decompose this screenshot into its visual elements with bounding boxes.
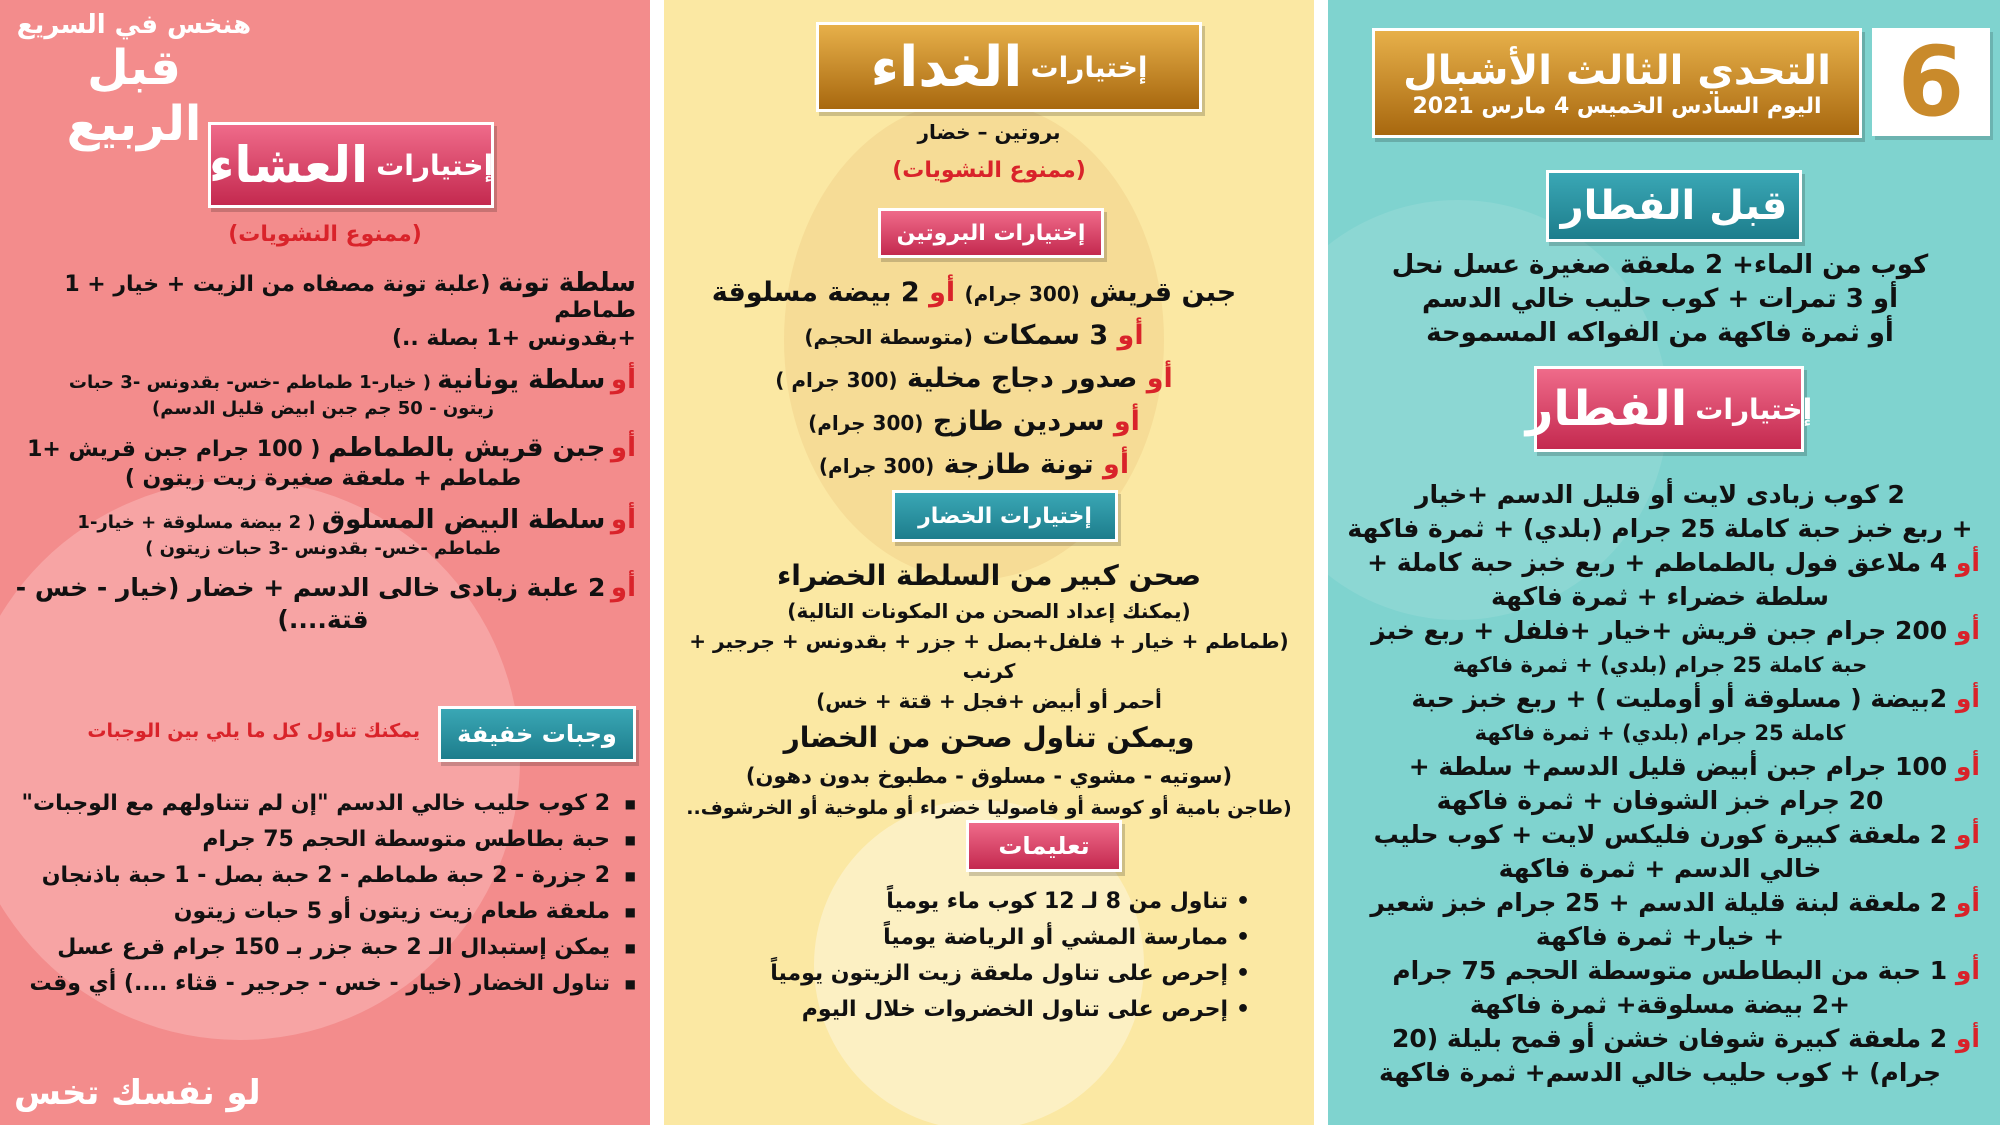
lunch-header [816, 22, 1202, 112]
breakfast-options [1340, 478, 1980, 1090]
breakfast-column [1328, 0, 2000, 1125]
dinner-option [10, 365, 636, 423]
instructions-list [734, 884, 1254, 1028]
protein-item [694, 444, 1254, 487]
instructions-header-title: تعليمات [998, 832, 1090, 860]
breakfast-option [1340, 478, 1980, 546]
breakfast-option [1340, 546, 1980, 614]
dinner-option-detail: (علبة تونة مصفاه من الزيت + خيار + 1 طماطم [64, 272, 636, 323]
breakfast-header-small: إختيارات [1695, 392, 1813, 426]
protein-item [694, 272, 1254, 315]
snack-item: ■ ملعقة طعام زيت زيتون أو 5 حبات زيتون [16, 894, 636, 930]
dinner-options [10, 268, 636, 637]
dinner-option [10, 573, 636, 637]
challenge-title-banner [1372, 28, 1862, 138]
breakfast-header [1525, 366, 1813, 452]
vegetables-header [892, 490, 1118, 542]
or-prefix: أو [1103, 449, 1130, 480]
or-prefix: أو [1117, 320, 1144, 351]
dinner-header-big: العشاء [208, 136, 369, 194]
or-prefix: أو [610, 573, 636, 603]
dinner-option-title: سلطة يونانية [437, 365, 606, 395]
breakfast-option-line: 1 حبة من البطاطس متوسطة الحجم 75 جرام [1392, 956, 1948, 985]
protein-name: سردين طازج [932, 406, 1105, 437]
dinner-option-detail: قتة....) [277, 605, 369, 634]
snacks-note: يمكنك تناول كل ما يلي بين الوجبات [87, 720, 420, 742]
dinner-option-title: جبن قريش بالطماطم [328, 433, 606, 463]
or-prefix: أو [1955, 1024, 1980, 1053]
dinner-option-title: سلطة تونة [498, 268, 636, 298]
protein-header-title: إختيارات البروتين [896, 220, 1086, 246]
dinner-option [10, 268, 636, 355]
breakfast-option-line: 2 كوب زبادى لايت أو قليل الدسم +خيار [1415, 480, 1905, 509]
instruction-item: • إحرص على تناول الخضروات خلال اليوم [734, 992, 1254, 1028]
protein-amount: (300 جرام ) [775, 368, 898, 392]
dinner-option-detail: +بقدونس +1 بصلة ..) [391, 326, 636, 351]
breakfast-option [1340, 614, 1980, 682]
challenge-title: التحدي الثالث الأشبال [1403, 47, 1831, 94]
breakfast-option-line: 200 جرام جبن قريش +خيار +فلفل + ربع خبز [1371, 616, 1948, 645]
brand-line: قبل الربيع [66, 40, 202, 152]
instructions-header [966, 820, 1122, 872]
protein-name: 3 سمكات [982, 320, 1109, 351]
breakfast-option-line: + ربع خبز حبة كاملة 25 جرام (بلدي) + ثمرة فاكهة [1347, 514, 1973, 543]
dinner-option [10, 433, 636, 495]
breakfast-option-line: 2 ملعقة كبيرة شوفان خشن أو قمح بليلة (20 [1391, 1024, 1948, 1053]
protein-list [694, 272, 1254, 487]
breakfast-option-line: حبة كاملة 25 جرام (بلدي) + ثمرة فاكهة [1452, 653, 1868, 677]
breakfast-option [1340, 818, 1980, 886]
or-prefix: أو [1955, 820, 1980, 849]
breakfast-option [1340, 954, 1980, 1022]
protein-amount: (متوسطة الحجم) [804, 325, 973, 349]
snack-item: ■ 2 جزرة - 2 حبة طماطم - 2 حبة بصل - 1 حبة باذنجان [16, 858, 636, 894]
dinner-option-detail: ( خيار-1 طماطم -خس- بقدونس -3 حبات [68, 372, 438, 393]
lunch-header-big: الغداء [870, 34, 1023, 100]
breakfast-option-line: كاملة 25 جرام (بلدي) + ثمرة فاكهة [1474, 721, 1846, 745]
lunch-column [664, 0, 1314, 1125]
vegetables-items: أحمر أو أبيض +فجل + قتة + خس) [816, 689, 1162, 713]
protein-name: جبن قريش [1089, 277, 1237, 308]
snack-item: ■ تناول الخضار (خيار - خس - جرجير - قثاء ....) أي وقت [16, 966, 636, 1002]
lunch-subtitle: بروتين – خضار [917, 120, 1061, 144]
instruction-item: • ممارسة المشي أو الرياضة يومياً [734, 920, 1254, 956]
or-prefix: أو [1955, 956, 1980, 985]
dinner-option-detail: طماطم + ملعقة صغيرة زيت زيتون ) [124, 466, 522, 491]
snack-item: ■ 2 كوب حليب خالي الدسم "إن لم تتناولهم مع الوجبات" [16, 786, 636, 822]
day-number: 6 [1897, 26, 1965, 138]
dinner-header [208, 122, 494, 208]
protein-amount: (300 جرام) [808, 411, 924, 435]
snack-item: ■ يمكن إستبدال الـ 2 حبة جزر بـ 150 جرام قرع عسل [16, 930, 636, 966]
dinner-option-detail: ( 100 جرام جبن قريش +1 [27, 437, 329, 462]
breakfast-option-line: خالي الدسم + ثمرة فاكهة [1498, 854, 1822, 883]
lunch-header-small: إختيارات [1030, 50, 1148, 84]
protein-header [878, 208, 1104, 258]
dinner-option-detail: طماطم -خس- بقدونس -3 حبات زيتون ) [145, 538, 501, 559]
protein-amount: (300 جرام) [818, 454, 935, 478]
breakfast-option-line: جرام) + كوب حليب خالي الدسم+ ثمرة فاكهة [1378, 1058, 1942, 1087]
protein-amount: (300 جرام) [964, 282, 1080, 306]
or-prefix: أو [610, 505, 636, 535]
breakfast-option-line: 2 ملعقة لبنة قليلة الدسم + 25 جرام خبز شعير [1370, 888, 1948, 917]
vegetables-items: (طماطم + خيار + فلفل+بصل + جزر + بقدونس + جرجير + كرنب [689, 629, 1289, 683]
lunch-no-carbs: (ممنوع النشويات) [892, 158, 1086, 183]
column-gap [650, 0, 664, 1125]
snack-item: ■ حبة بطاطس متوسطة الحجم 75 جرام [16, 822, 636, 858]
breakfast-option-line: + خيار+ ثمرة فاكهة [1535, 922, 1785, 951]
before-breakfast-text [1380, 248, 1940, 350]
protein-item [694, 315, 1254, 358]
dinner-column [0, 0, 650, 1125]
day-number-box [1872, 28, 1990, 136]
breakfast-option-line: 100 جرام جبن أبيض قليل الدسم+ سلطة + [1408, 752, 1948, 781]
dinner-header-small: إختيارات [376, 148, 494, 182]
protein-name: تونة طازجة [943, 449, 1094, 480]
vegetables-text [674, 556, 1304, 824]
or-prefix: أو [1146, 363, 1173, 394]
protein-item [694, 358, 1254, 401]
or-prefix: أو [610, 433, 636, 463]
vegetables-header-title: إختيارات الخضار [918, 503, 1092, 529]
dinner-no-carbs: (ممنوع النشويات) [228, 222, 422, 247]
breakfast-option [1340, 886, 1980, 954]
vegetables-examples: (طاجن بامية أو كوسة أو فاصوليا خضراء أو ملوخية أو الخرشوف.. [686, 797, 1292, 819]
breakfast-option [1340, 1022, 1980, 1090]
breakfast-option-line: سلطة خضراء + ثمرة فاكهة [1490, 582, 1830, 611]
vegetables-methods: (سوتيه - مشوي - مسلوق - مطبوخ بدون دهون) [745, 764, 1233, 788]
vegetables-note: (يمكنك إعداد الصحن من المكونات التالية) [787, 599, 1191, 623]
breakfast-option [1340, 682, 1980, 750]
brand-line: هنخس في السريع [16, 10, 252, 40]
before-breakfast-header [1546, 170, 1802, 242]
vegetables-title: ويمكن تناول صحن من الخضار [783, 721, 1195, 754]
snacks-list [16, 786, 636, 1002]
or-prefix: أو [1955, 684, 1980, 713]
instruction-item: • تناول من 8 لـ 12 كوب ماء يومياً [734, 884, 1254, 920]
before-breakfast-line: أو ثمرة فاكهة من الفواكه المسموحة [1426, 318, 1894, 348]
before-breakfast-line: أو 3 تمرات + كوب حليب خالي الدسم [1422, 284, 1898, 314]
before-breakfast-title: قبل الفطار [1560, 183, 1788, 229]
dinner-option [10, 505, 636, 563]
before-breakfast-line: كوب من الماء+ 2 ملعقة صغيرة عسل نحل [1391, 250, 1929, 280]
breakfast-option-line: 2 ملعقة كبيرة كورن فليكس لايت + كوب حليب [1373, 820, 1948, 849]
protein-name: 2 بيضة مسلوقة [711, 277, 920, 308]
instruction-item: • إحرص على تناول ملعقة زيت الزيتون يومياً [734, 956, 1254, 992]
or-prefix: أو [1955, 752, 1980, 781]
breakfast-header-big: الفطار [1525, 381, 1688, 437]
dinner-option-detail: ( 2 بيضة مسلوقة + خيار-1 [77, 512, 322, 533]
snacks-header [438, 706, 636, 762]
breakfast-option-line: 20 جرام خبز الشوفان + ثمرة فاكهة [1436, 786, 1884, 815]
breakfast-option [1340, 750, 1980, 818]
brand-footer: لو نفسك تخس [14, 1073, 261, 1113]
challenge-date: اليوم السادس الخميس 4 مارس 2021 [1412, 93, 1822, 119]
or-prefix: أو [610, 365, 636, 395]
dinner-option-detail: زيتون - 50 جم جبن ابيض قليل الدسم) [152, 398, 494, 419]
dinner-option-title: سلطة البيض المسلوق [321, 505, 606, 535]
or-prefix: أو [1955, 616, 1980, 645]
vegetables-title: صحن كبير من السلطة الخضراء [776, 559, 1202, 592]
dinner-option-title: 2 علبة زبادى خالى الدسم + خضار (خيار - خس - [15, 573, 606, 602]
breakfast-option-line: 4 ملاعق فول بالطماطم + ربع خبز حبة كاملة + [1367, 548, 1948, 577]
snacks-header-title: وجبات خفيفة [457, 720, 617, 748]
or-prefix: أو [1113, 406, 1140, 437]
or-prefix: أو [1955, 548, 1980, 577]
protein-name: صدور دجاج مخلية [906, 363, 1138, 394]
column-gap [1314, 0, 1328, 1125]
breakfast-option-line: 2بيضة ( مسلوقة أو أومليت ) + ربع خبز حبة [1411, 684, 1948, 713]
or-prefix: أو [1955, 888, 1980, 917]
or-prefix: أو [929, 277, 956, 308]
protein-item [694, 401, 1254, 444]
breakfast-option-line: +2 بيضة مسلوقة+ ثمرة فاكهة [1469, 990, 1851, 1019]
